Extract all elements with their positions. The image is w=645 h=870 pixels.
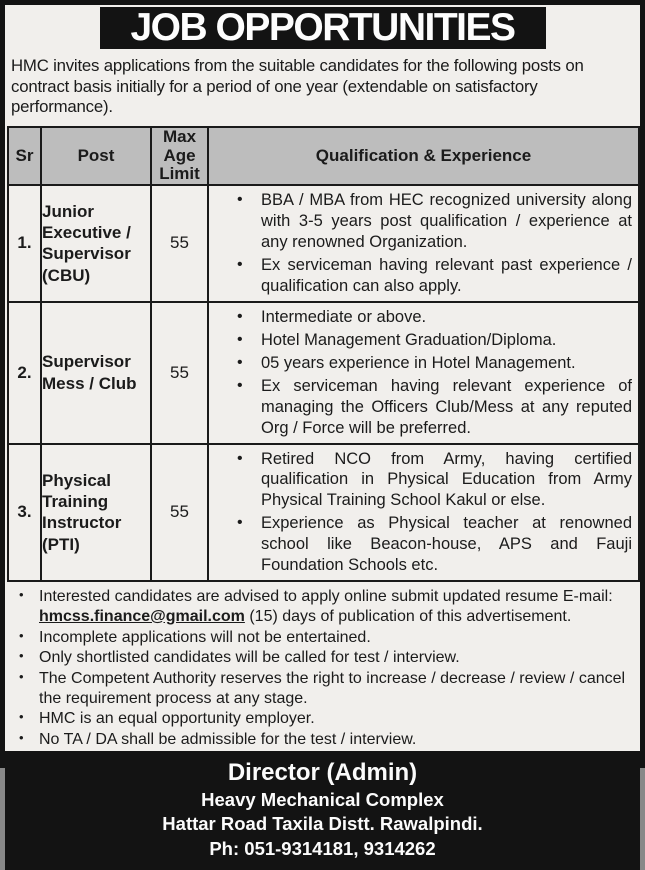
title-banner-wrap — [5, 7, 640, 49]
qualification-list — [209, 307, 638, 439]
qualification-bullet: • 05 years experience in Hotel Management. — [209, 353, 632, 374]
job-table — [7, 126, 640, 582]
note-text: Only shortlisted candidates will be called for test / interview. — [39, 649, 460, 667]
note-item — [9, 628, 636, 648]
title-banner — [100, 7, 546, 49]
qualification-bullet: • Intermediate or above. — [209, 307, 632, 328]
intro-text: HMC invites applications from the suitable candidates for the following posts on contract basis initially for a period of one year (extendable on satisfactory performance). — [11, 56, 584, 117]
note-item — [9, 730, 636, 750]
cell-sr: 3. — [8, 444, 41, 582]
qualification-list — [209, 449, 638, 577]
qualification-list — [209, 190, 638, 297]
footer-banner — [5, 751, 640, 870]
footer-organization: Heavy Mechanical Complex — [201, 788, 444, 810]
cell-qualification — [208, 444, 639, 582]
qualification-bullet: • Ex serviceman having relevant past experience / qualification can also apply. — [209, 255, 632, 297]
note-item — [9, 648, 636, 668]
qualification-bullet: • BBA / MBA from HEC recognized university along with 3-5 years post qualification / experience at any renowned Organization. — [209, 190, 632, 253]
table-header-row — [8, 127, 639, 185]
column-header-post: Post — [41, 127, 151, 185]
qualification-bullet: • Ex serviceman having relevant experience of managing the Officers Club/Mess at any reputed Org / Force will be preferred. — [209, 376, 632, 439]
cell-qualification — [208, 302, 639, 444]
table-row — [8, 444, 639, 582]
notes-list — [9, 587, 636, 750]
cell-age: 55 — [151, 444, 208, 582]
column-header-age: Max Age Limit — [151, 127, 208, 185]
email-address: hmcss.finance@gmail.com — [39, 607, 245, 625]
table-row — [8, 302, 639, 444]
note-item — [9, 709, 636, 729]
cell-sr: 2. — [8, 302, 41, 444]
cell-qualification — [208, 185, 639, 302]
footer-director: Director (Admin) — [227, 758, 418, 786]
note-text: The Competent Authority reserves the right to increase / decrease / review / cancel the requirement process at any stage. — [39, 669, 626, 707]
qualification-bullet: • Retired NCO from Army, having certified qualification in Physical Education from Army Physical Training School Kakul or else. — [209, 449, 632, 512]
column-header-qualification: Qualification & Experience — [208, 127, 639, 185]
qualification-bullet: • Hotel Management Graduation/Diploma. — [209, 330, 632, 351]
cell-post: Supervisor Mess / Club — [41, 302, 151, 444]
cell-age: 55 — [151, 185, 208, 302]
cell-post: Junior Executive / Supervisor (CBU) — [41, 185, 151, 302]
note-item — [9, 669, 636, 708]
note-text: Interested candidates are advised to apply online submit updated resume E-mail: — [39, 588, 613, 606]
table-row — [8, 185, 639, 302]
note-item — [9, 587, 636, 626]
cell-sr: 1. — [8, 185, 41, 302]
cell-post: Physical Training Instructor (PTI) — [41, 444, 151, 582]
note-text: HMC is an equal opportunity employer. — [39, 710, 315, 728]
footer-address: Hattar Road Taxila Distt. Rawalpindi. — [162, 813, 483, 835]
page-title: JOB OPPORTUNITIES — [130, 6, 515, 49]
footer-phone: Ph: 051-9314181, 9314262 — [209, 837, 436, 859]
column-header-sr: Sr — [8, 127, 41, 185]
note-text: Incomplete applications will not be entertained. — [39, 628, 371, 646]
note-text: No TA / DA shall be admissible for the test / interview. — [39, 730, 417, 748]
qualification-bullet: • Experience as Physical teacher at renowned school like Beacon-house, APS and Fauji Foundation Schools etc. — [209, 513, 632, 576]
note-text: (15) days of publication of this advertisement. — [244, 607, 572, 625]
cell-age: 55 — [151, 302, 208, 444]
job-table-body — [8, 185, 639, 581]
